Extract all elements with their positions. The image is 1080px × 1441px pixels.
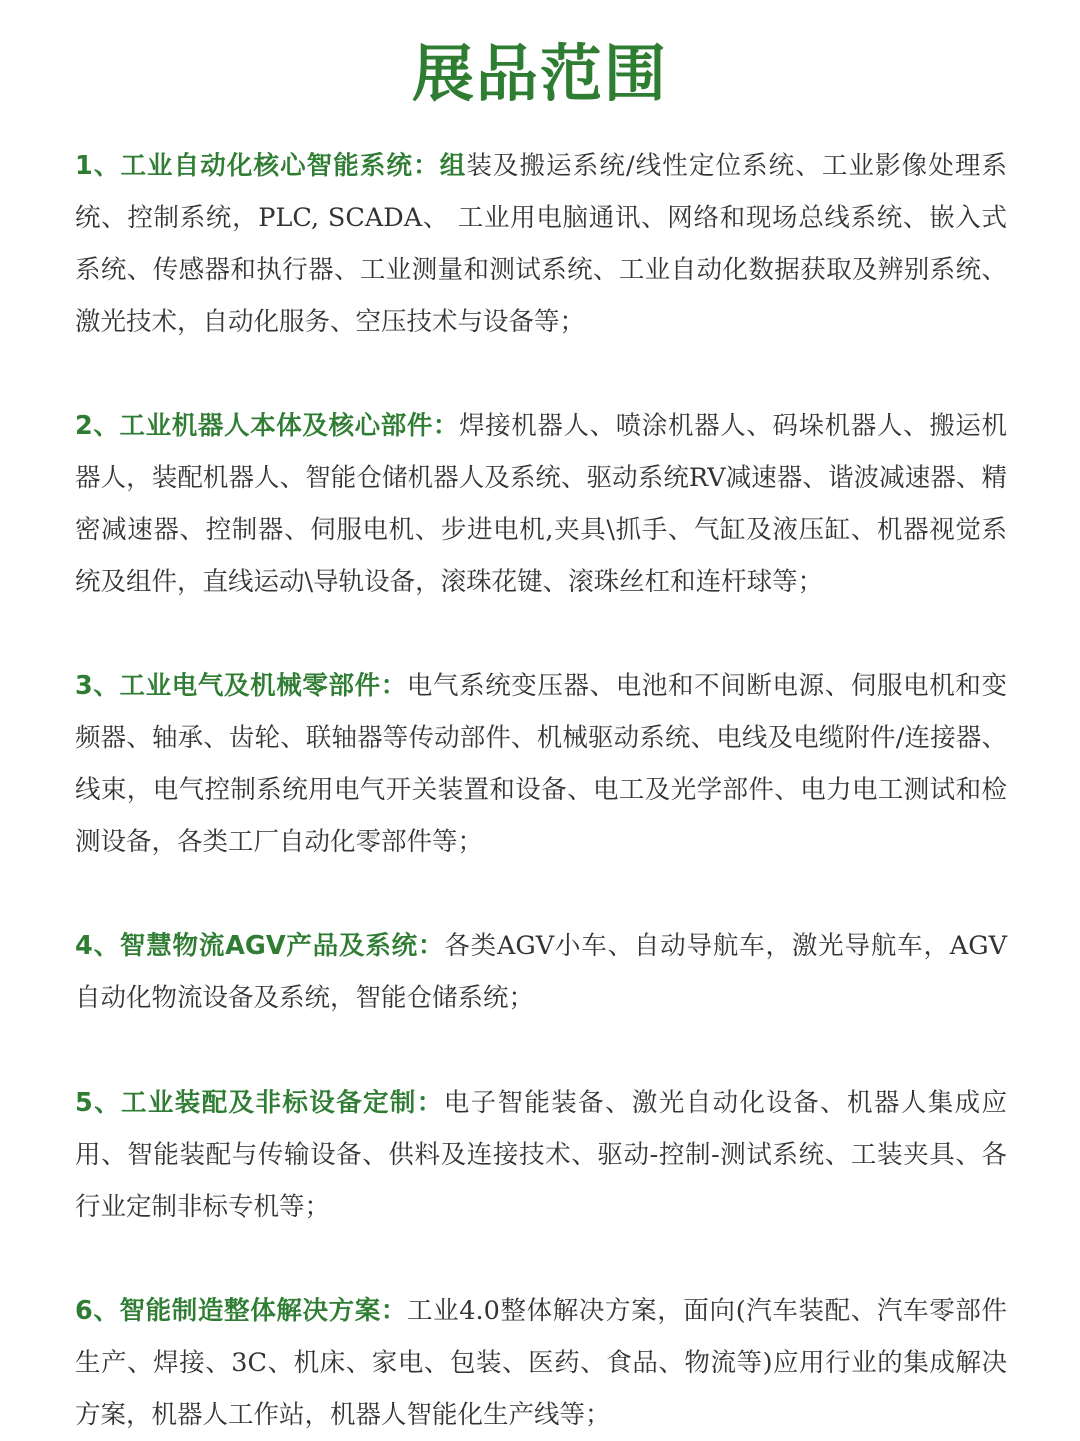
section-heading: 3、工业电气及机械零部件： — [75, 671, 407, 701]
section-smart-manufacturing-solutions — [75, 1285, 1007, 1441]
section-body: 各类AGV小车、自动导航车，激光导航车，AGV自动化物流设备及系统，智能仓储系统； — [75, 931, 1007, 1013]
section-smart-logistics-agv — [75, 920, 1007, 1024]
section-electrical-mechanical-parts — [75, 660, 1007, 868]
section-heading: 1、工业自动化核心智能系统：组 — [75, 151, 467, 181]
section-body: 工业4.0整体解决方案，面向(汽车装配、汽车零部件生产、焊接、3C、机床、家电、包装、医药、食品、物流等)应用行业的集成解决方案，机器人工作站，机器人智能化生产线等； — [75, 1296, 1007, 1430]
section-industrial-automation — [75, 140, 1007, 348]
section-body: 电子智能装备、激光自动化设备、机器人集成应用、智能装配与传输设备、供料及连接技术、驱动-控制-测试系统、工装夹具、各行业定制非标专机等； — [75, 1088, 1007, 1222]
section-industrial-robots — [75, 400, 1007, 608]
section-heading: 2、工业机器人本体及核心部件： — [75, 411, 460, 441]
section-body: 焊接机器人、喷涂机器人、码垛机器人、搬运机器人，装配机器人、智能仓储机器人及系统、驱动系统RV减速器、谐波减速器、精密减速器、控制器、伺服电机、步进电机,夹具\抓手、气缸及液压缸、机器视觉系统及组件，直线运动\导轨设备，滚珠花键、滚珠丝杠和连杆球等； — [75, 411, 1007, 597]
section-heading: 5、工业装配及非标设备定制： — [75, 1088, 444, 1118]
section-body: 电气系统变压器、电池和不间断电源、伺服电机和变频器、轴承、齿轮、联轴器等传动部件、机械驱动系统、电线及电缆附件/连接器、线束，电气控制系统用电气开关装置和设备、电工及光学部件、电力电工测试和检测设备，各类工厂自动化零部件等； — [75, 671, 1007, 857]
section-heading: 6、智能制造整体解决方案： — [75, 1296, 408, 1326]
section-heading: 4、智慧物流AGV产品及系统： — [75, 931, 445, 961]
page-title: 展品范围 — [411, 37, 668, 110]
section-body: 装及搬运系统/线性定位系统、工业影像处理系统、控制系统，PLC, SCADA、 工业用电脑通讯、网络和现场总线系统、嵌入式系统、传感器和执行器、工业测量和测试系统、工业自动化数据获取及辨别系统、激光技术，自动化服务、空压技术与设备等； — [75, 151, 1007, 337]
section-assembly-custom-equipment — [75, 1077, 1007, 1233]
